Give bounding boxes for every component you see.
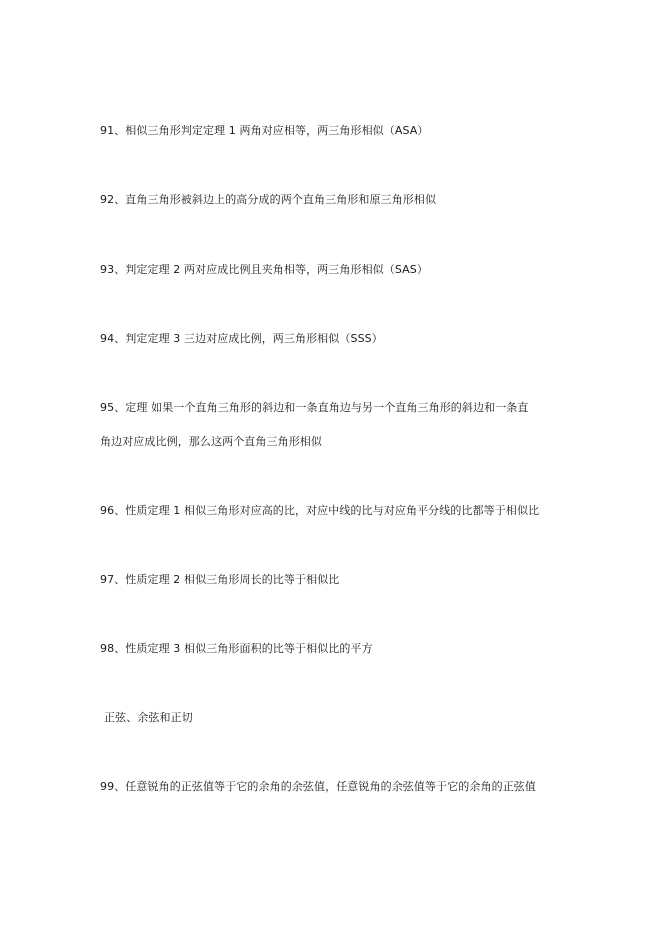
theorem-94: 94、判定定理 3 三边对应成比例，两三角形相似（SSS）	[100, 332, 383, 345]
theorem-97: 97、性质定理 2 相似三角形周长的比等于相似比	[100, 573, 340, 586]
theorem-93: 93、判定定理 2 两对应成比例且夹角相等，两三角形相似（SAS）	[100, 263, 428, 276]
theorem-98: 98、性质定理 3 相似三角形面积的比等于相似比的平方	[100, 642, 373, 655]
theorem-95-continuation: 角边对应成比例，那么这两个直角三角形相似	[100, 435, 322, 448]
theorem-91: 91、相似三角形判定定理 1 两角对应相等，两三角形相似（ASA）	[100, 124, 429, 137]
theorem-99: 99、任意锐角的正弦值等于它的余角的余弦值，任意锐角的余弦值等于它的余角的正弦值	[100, 780, 536, 793]
theorem-95: 95、定理 如果一个直角三角形的斜边和一条直角边与另一个直角三角形的斜边和一条直	[100, 401, 529, 414]
theorem-96: 96、性质定理 1 相似三角形对应高的比，对应中线的比与对应角平分线的比都等于相似比	[100, 504, 540, 517]
section-title: 正弦、余弦和正切	[104, 711, 193, 724]
theorem-92: 92、直角三角形被斜边上的高分成的两个直角三角形和原三角形相似	[100, 193, 437, 206]
